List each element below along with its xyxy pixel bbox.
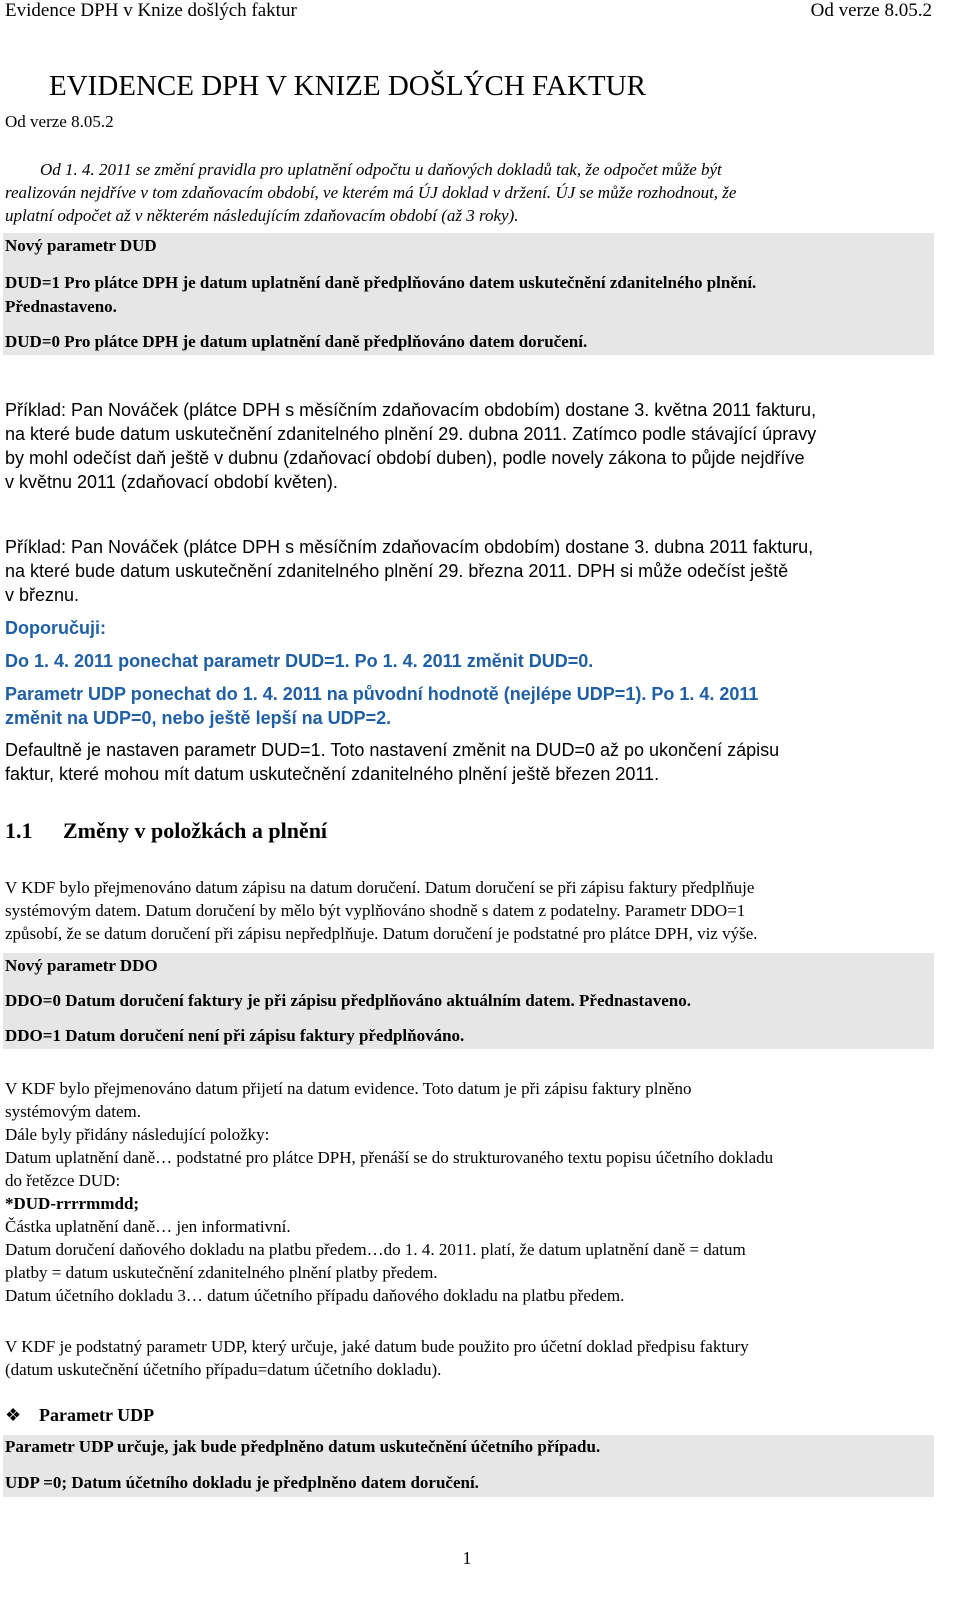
example-line: na které bude datum uskutečnění zdanitelného plnění 29. dubna 2011. Zatímco podle stávající úpravy [5,424,817,444]
udp-box-line: UDP =0; Datum účetního dokladu je předplněno datem doručení. [5,1473,479,1492]
kdf-line: systémovým datem. Datum doručení by mělo být vyplňováno shodně s datem z podatelny. Parametr DDO=1 [5,901,746,920]
evidence-line: V KDF bylo přejmenováno datum přijetí na datum evidence. Toto datum je při zápisu faktury plněno [5,1079,692,1098]
section-number: 1.1 [5,818,33,843]
evidence-line: systémovým datem. [5,1102,141,1121]
example-line: by mohl odečíst daň ještě v dubnu (zdaňovací období duben), podle novely zákona to půjde nejdříve [5,448,805,468]
ddo-box-heading: Nový parametr DDO [5,956,158,975]
udp-line: V KDF je podstatný parametr UDP, který určuje, jaké datum bude použito pro účetní doklad předpisu faktury [5,1337,749,1356]
example-line: Příklad: Pan Nováček (plátce DPH s měsíčním zdaňovacím obdobím) dostane 3. května 2011 fakturu, [5,400,817,420]
dud-box-heading: Nový parametr DUD [5,236,157,255]
example-paragraph-2 [5,535,930,607]
dud-box-line: DUD=0 Pro plátce DPH je datum uplatnění daně předplňováno datem doručení. [5,332,588,351]
dud-box-line: Přednastaveno. [5,297,117,316]
section-title: Změny v položkách a plnění [63,818,328,843]
example-line: Příklad: Pan Nováček (plátce DPH s měsíčním zdaňovacím obdobím) dostane 3. dubna 2011 fakturu, [5,537,814,557]
udp-bullet-label: Parametr UDP [39,1405,155,1425]
dud-parameter-box [3,233,934,355]
recommend-heading: Doporučuji: [5,618,106,638]
evidence-line: *DUD-rrrrmmdd; [5,1194,140,1213]
udp-box-line: Parametr UDP určuje, jak bude předplněno datum uskutečnění účetního případu. [5,1437,601,1456]
evidence-line: Částka uplatnění daně… jen informativní. [5,1217,291,1236]
recommend-line: Parametr UDP ponechat do 1. 4. 2011 na původní hodnotě (nejlépe UDP=1). Po 1. 4. 2011 [5,684,759,704]
evidence-line: Dále byly přidány následující položky: [5,1125,270,1144]
udp-line: (datum uskutečnění účetního případu=datum účetního dokladu). [5,1360,442,1379]
example-line: v březnu. [5,585,80,605]
page-number: 1 [462,1548,472,1568]
kdf-line: V KDF bylo přejmenováno datum zápisu na datum doručení. Datum doručení se při zápisu faktury předplňuje [5,878,755,897]
ddo-box-line: DDO=0 Datum doručení faktury je při zápisu předplňováno aktuálním datem. Přednastaveno. [5,991,691,1010]
udp-bullet-item [5,1405,154,1426]
default-note-line: faktur, které mohou mít datum uskutečnění zdanitelného plnění ještě březen 2011. [5,764,660,784]
document-title: EVIDENCE DPH V KNIZE DOŠLÝCH FAKTUR [49,70,646,102]
ddo-box-line: DDO=1 Datum doručení není při zápisu faktury předplňováno. [5,1026,465,1045]
intro-line: uplatní odpočet až v některém následujícím zdaňovacím období (až 3 roky). [5,206,519,225]
udp-parameter-box [3,1435,934,1497]
page-header-title: Evidence DPH v Knize došlých faktur [5,0,297,21]
ddo-parameter-box [3,953,934,1049]
evidence-line: Datum doručení daňového dokladu na platbu předem…do 1. 4. 2011. platí, že datum uplatnění daně = datum [5,1240,746,1259]
evidence-line: do řetězce DUD: [5,1171,121,1190]
evidence-line: Datum účetního dokladu 3… datum účetního případu daňového dokladu na platbu předem. [5,1286,625,1305]
recommend-line: Do 1. 4. 2011 ponechat parametr DUD=1. Po 1. 4. 2011 změnit DUD=0. [5,651,594,671]
intro-line: Od 1. 4. 2011 se změní pravidla pro uplatnění odpočtu u daňových dokladů tak, že odpočet může být [40,160,722,179]
recommend-line: změnit na UDP=0, nebo ještě lepší na UDP=2. [5,708,392,728]
default-note-line: Defaultně je nastaven parametr DUD=1. Toto nastavení změnit na DUD=0 až po ukončení zápisu [5,740,780,760]
dud-box-line: DUD=1 Pro plátce DPH je datum uplatnění daně předplňováno datem uskutečnění zdanitelného plnění. [5,273,757,292]
evidence-line: platby = datum uskutečnění zdanitelného plnění platby předem. [5,1263,438,1282]
page-header-version: Od verze 8.05.2 [810,0,932,21]
diamond-bullet-icon: ❖ [5,1405,22,1425]
example-line: na které bude datum uskutečnění zdanitelného plnění 29. března 2011. DPH si může odečíst ještě [5,561,789,581]
default-note-paragraph [5,738,930,786]
udp-paragraph [5,1335,930,1381]
example-line: v květnu 2011 (zdaňovací období květen). [5,472,338,492]
intro-paragraph [5,158,930,227]
section-heading [5,818,327,844]
intro-line: realizován nejdříve v tom zdaňovacím období, ve kterém má ÚJ doklad v držení. ÚJ se může rozhodnout, že [5,183,737,202]
kdf-line: způsobí, že se datum doručení při zápisu nepředplňuje. Datum doručení je podstatné pro plátce DPH, viz výše. [5,924,758,943]
kdf-paragraph [5,876,930,945]
evidence-paragraph [5,1077,930,1307]
evidence-line: Datum uplatnění daně… podstatné pro plátce DPH, přenáší se do strukturovaného textu popisu účetního dokladu [5,1148,774,1167]
recommend-paragraph [5,682,930,730]
example-paragraph-1 [5,398,930,494]
document-version: Od verze 8.05.2 [5,112,114,131]
